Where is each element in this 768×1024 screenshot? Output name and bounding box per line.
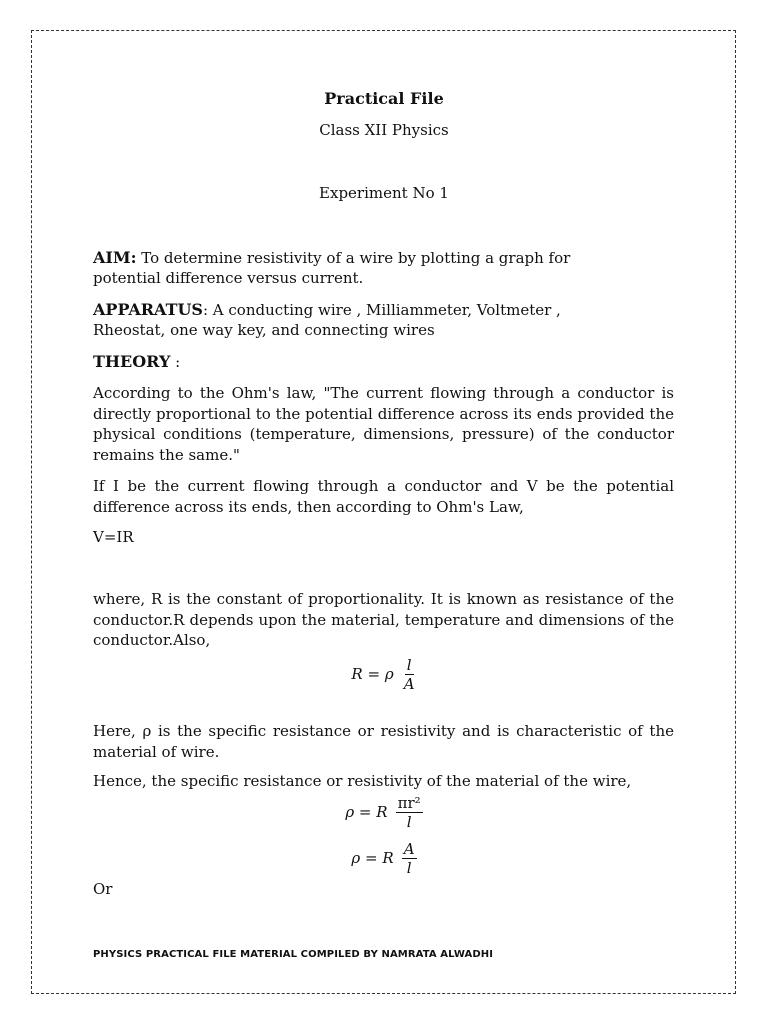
theory-paragraph-3: where, R is the constant of proportionality. It is known as resistance of the conductor.R depends upon the material, temperature and dimensions of the conductor.Also, [93,590,674,649]
eq3-numerator: A [403,840,415,858]
aim-line-1 [93,248,570,267]
apparatus-text-1: : A conducting wire , Milliammeter, Voltmeter , [202,301,561,319]
theory-colon: : [170,353,181,371]
theory-paragraph-2: If I be the current flowing through a conductor and V be the potential difference across its ends, then according to Ohm's Law, [93,477,674,516]
eq3-fraction [402,840,417,877]
experiment-number: Experiment No 1 [319,184,449,202]
eq3-lhs: ρ = R [351,849,394,867]
eq2-fraction [396,794,423,831]
eq1-denominator: A [403,675,415,693]
apparatus-line-1 [93,300,561,319]
eq3-denominator: l [406,859,412,877]
eq1-lhs: R = ρ [351,665,394,683]
equation-resistance [0,656,768,693]
ohms-law-equation: V=IR [93,528,134,546]
apparatus-label: APPARATUS [93,300,203,319]
theory-paragraph-1: According to the Ohm's law, "The current flowing through a conductor is directly proportional to the potential difference across its ends provided the physical conditions (temperature, dimensions, pressure) of the conductor remains the same." [93,384,674,464]
aim-label: AIM: [93,248,137,267]
eq2-numerator: πr² [397,794,421,812]
page-title: Practical File [324,89,444,108]
theory-label: THEORY [93,352,171,371]
equation-resistivity-area [0,840,768,877]
page-subtitle: Class XII Physics [319,121,449,139]
eq2-denominator: l [406,813,412,831]
eq1-fraction [402,656,417,693]
page-footer: PHYSICS PRACTICAL FILE MATERIAL COMPILED BY NAMRATA ALWADHI [93,949,494,960]
aim-text-2: potential difference versus current. [93,269,364,287]
apparatus-text-2: Rheostat, one way key, and connecting wires [93,321,435,339]
theory-paragraph-5: Hence, the specific resistance or resistivity of the material of the wire, [93,772,632,790]
eq1-numerator: l [406,656,412,674]
theory-paragraph-4: Here, ρ is the specific resistance or resistivity and is characteristic of the material of wire. [93,722,674,761]
aim-text-1: To determine resistivity of a wire by plotting a graph for [141,249,571,267]
eq2-lhs: ρ = R [345,803,388,821]
or-text: Or [93,880,113,898]
theory-heading [93,352,180,371]
equation-resistivity-radius [0,794,768,831]
